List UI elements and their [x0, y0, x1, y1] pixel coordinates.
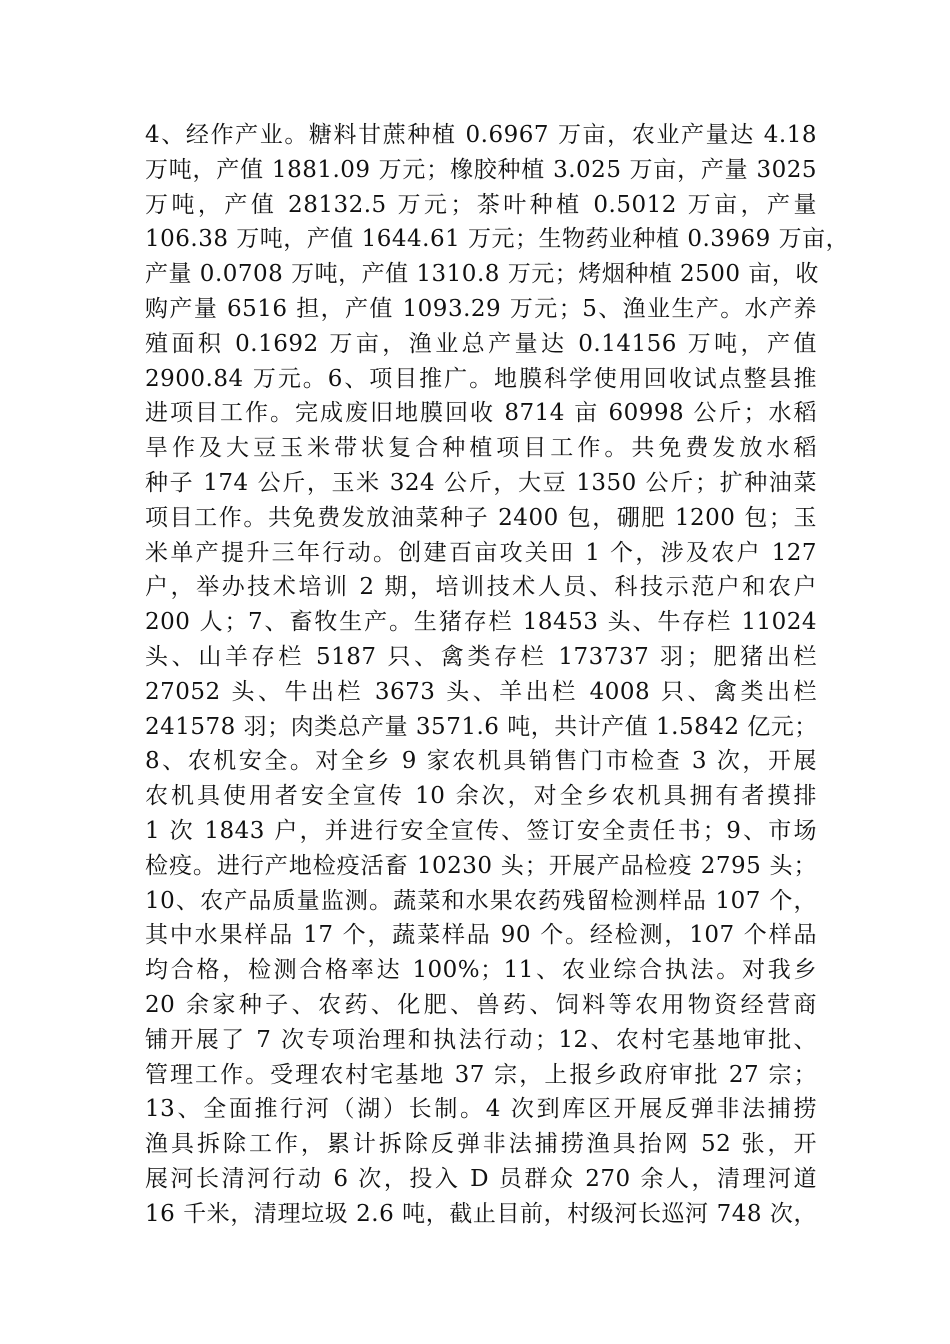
text-line: 4、经作产业。糖料甘蔗种植 0.6967 万亩，农业产量达 4.18: [145, 122, 817, 148]
document-body: [145, 118, 850, 1232]
text-line: 户，举办技术培训 2 期，培训技术人员、科技示范户和农户: [145, 574, 817, 601]
text-line: 8、农机安全。对全乡 9 家农机具销售门市检查 3 次，开展: [145, 748, 817, 775]
text-line: 27052 头、牛出栏 3673 头、羊出栏 4008 只、禽类出栏: [145, 678, 817, 705]
text-line: 均合格，检测合格率达 100%；11、农业综合执法。对我乡: [145, 957, 817, 984]
text-line: 种子 174 公斤，玉米 324 公斤，大豆 1350 公斤；扩种油菜: [145, 469, 817, 496]
text-line: 铺开展了 7 次专项治理和执法行动；12、农村宅基地审批、: [145, 1026, 817, 1053]
text-line: 展河长清河行动 6 次，投入 D 员群众 270 余人，清理河道: [145, 1165, 817, 1192]
text-line: 20 余家种子、农药、化肥、兽药、饲料等农用物资经营商: [145, 991, 817, 1018]
text-line: 10、农产品质量监测。蔬菜和水果农药残留检测样品 107 个，: [145, 887, 817, 914]
text-line: 万吨，产值 28132.5 万元；茶叶种植 0.5012 万亩，产量: [145, 191, 817, 218]
text-line: 106.38 万吨，产值 1644.61 万元；生物药业种植 0.3969 万亩，: [145, 226, 850, 253]
text-line: 购产量 6516 担，产值 1093.29 万元；5、渔业生产。水产养: [145, 295, 817, 322]
text-line: 200 人；7、畜牧生产。生猪存栏 18453 头、牛存栏 11024: [145, 609, 817, 636]
text-line: 2900.84 万元。6、项目推广。地膜科学使用回收试点整县推: [145, 365, 817, 392]
text-line: 管理工作。受理农村宅基地 37 宗，上报乡政府审批 27 宗；: [145, 1061, 817, 1088]
text-line: 检疫。进行产地检疫活畜 10230 头；开展产品检疫 2795 头；: [145, 852, 817, 879]
text-line: 项目工作。共免费发放油菜种子 2400 包，硼肥 1200 包；玉: [145, 504, 817, 531]
text-line: 241578 羽；肉类总产量 3571.6 吨，共计产值 1.5842 亿元；: [145, 713, 818, 740]
text-line: 13、全面推行河（湖）长制。4 次到库区开展反弹非法捕捞: [145, 1096, 817, 1123]
text-line: 万吨，产值 1881.09 万元；橡胶种植 3.025 万亩，产量 3025: [145, 156, 817, 183]
text-line: 旱作及大豆玉米带状复合种植项目工作。共免费发放水稻: [145, 435, 817, 462]
text-line: 农机具使用者安全宣传 10 余次，对全乡农机具拥有者摸排: [145, 783, 817, 810]
text-line: 16 千米，清理垃圾 2.6 吨，截止目前，村级河长巡河 748 次，: [145, 1200, 817, 1227]
text-line: 渔具拆除工作，累计拆除反弹非法捕捞渔具抬网 52 张，开: [145, 1131, 817, 1158]
text-line: 产量 0.0708 万吨，产值 1310.8 万元；烤烟种植 2500 亩，收: [145, 261, 819, 288]
text-line: 米单产提升三年行动。创建百亩攻关田 1 个，涉及农户 127: [145, 539, 817, 566]
text-line: 1 次 1843 户，并进行安全宣传、签订安全责任书；9、市场: [145, 817, 817, 844]
text-line: 其中水果样品 17 个，蔬菜样品 90 个。经检测，107 个样品: [145, 922, 817, 949]
text-line: 殖面积 0.1692 万亩，渔业总产量达 0.14156 万吨，产值: [145, 330, 817, 357]
text-line: 进项目工作。完成废旧地膜回收 8714 亩 60998 公斤；水稻: [145, 400, 817, 427]
text-line: 头、山羊存栏 5187 只、禽类存栏 173737 羽；肥猪出栏: [145, 643, 817, 670]
